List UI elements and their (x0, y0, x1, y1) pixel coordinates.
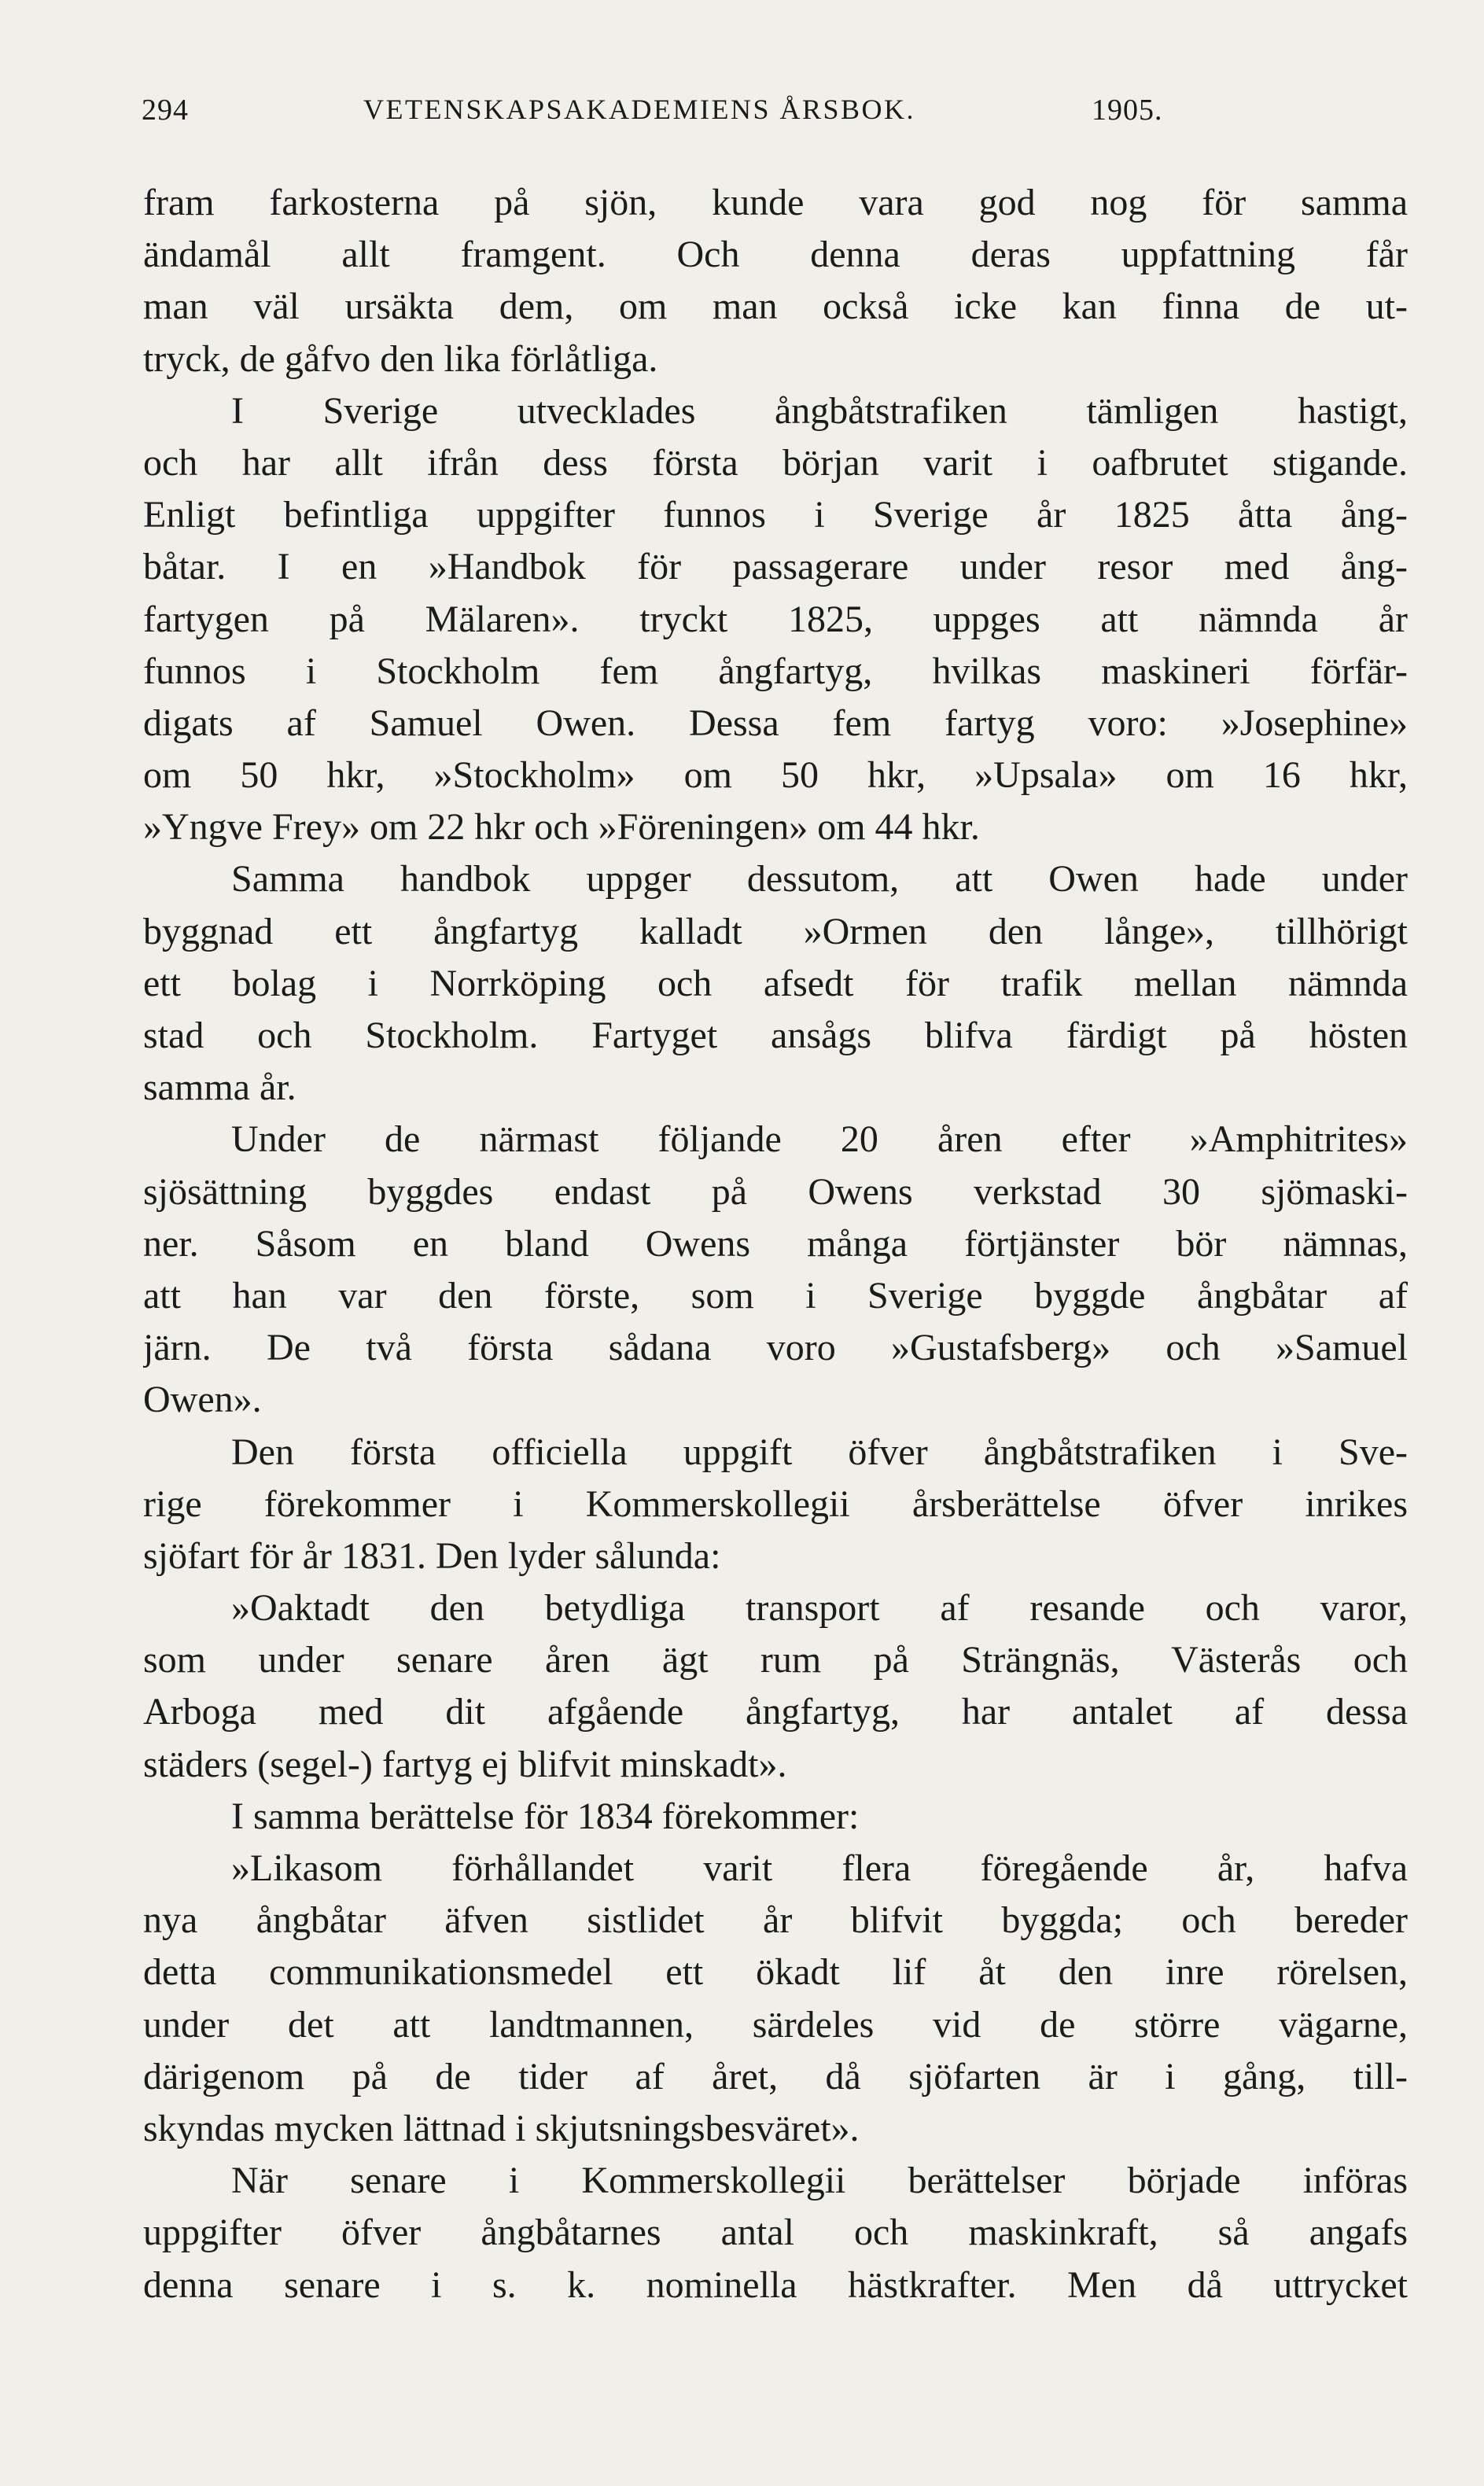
text-line: »Yngve Frey» om 22 hkr och »Föreningen» om 44 hkr. (143, 806, 980, 849)
text-line: nya ångbåtar äfven sistlidet år blifvit byggda; och bereder (143, 1899, 1408, 1942)
text-line: och har allt ifrån dess första början varit i oafbrutet stigande. (143, 441, 1408, 484)
text-line: samma år. (143, 1066, 296, 1109)
text-line: uppgifter öfver ångbåtarnes antal och maskinkraft, så angafs (143, 2212, 1408, 2254)
text-line: stad och Stockholm. Fartyget ansågs blifva färdigt på hösten (143, 1015, 1408, 1056)
text-line: som under senare åren ägt rum på Strängnäs, Västerås och (143, 1639, 1408, 1681)
text-line: Den första officiella uppgift öfver ångbåtstrafiken i Sve- (231, 1431, 1408, 1473)
page-header (142, 93, 1188, 140)
text-line: Under de närmast följande 20 åren efter »Amphitrites» (231, 1118, 1408, 1161)
text-line: När senare i Kommerskollegii berättelser började införas (231, 2160, 1408, 2202)
text-line: skyndas mycken lättnad i skjutsningsbesväret». (143, 2107, 860, 2149)
text-line: båtar. I en »Handbok för passagerare under resor med ång- (143, 546, 1408, 588)
text-line: rige förekommer i Kommerskollegii årsberättelse öfver inrikes (143, 1482, 1408, 1525)
text-line: man väl ursäkta dem, om man också icke kan finna de ut- (143, 285, 1408, 328)
text-line: digats af Samuel Owen. Dessa fem fartyg voro: »Josephine» (143, 702, 1408, 744)
header-year: 1905. (1092, 94, 1163, 127)
text-line: fram farkosterna på sjön, kunde vara god nog för samma (143, 182, 1408, 223)
text-line: Owen». (143, 1379, 262, 1421)
text-line: »Oaktadt den betydliga transport af resande och varor, (231, 1587, 1408, 1630)
text-line: om 50 hkr, »Stockholm» om 50 hkr, »Upsala» om 16 hkr, (143, 754, 1408, 797)
text-line: Arboga med dit afgående ångfartyg, har antalet af dessa (143, 1691, 1408, 1733)
text-line: Samma handbok uppger dessutom, att Owen hade under (231, 858, 1408, 900)
text-line: detta communikationsmedel ett ökadt lif åt den inre rörelsen, (143, 1951, 1408, 1994)
text-line: I Sverige utvecklades ångbåtstrafiken tämligen hastigt, (231, 389, 1408, 432)
text-line: byggnad ett ångfartyg kalladt »Ormen den långe», tillhörigt (143, 910, 1408, 952)
page-number: 294 (142, 94, 189, 127)
text-line: sjöfart för år 1831. Den lyder sålunda: (143, 1534, 721, 1577)
text-line: ett bolag i Norrköping och afsedt för trafik mellan nämnda (143, 962, 1408, 1004)
text-line: funnos i Stockholm fem ångfartyg, hvilkas maskineri förfär- (143, 650, 1408, 692)
text-line: ändamål allt framgent. Och denna deras uppfattning får (143, 234, 1408, 276)
text-line: under det att landtmannen, särdeles vid de större vägarne, (143, 2003, 1408, 2046)
text-line: denna senare i s. k. nominella hästkrafter. Men då uttrycket (143, 2263, 1408, 2306)
text-line: I samma berättelse för 1834 förekommer: (231, 1795, 860, 1837)
text-line: sjösättning byggdes endast på Owens verkstad 30 sjömaski- (143, 1170, 1408, 1213)
text-line: städers (segel-) fartyg ej blifvit minskadt». (143, 1743, 787, 1785)
text-line: tryck, de gåfvo den lika förlåtliga. (143, 337, 658, 380)
text-line: ner. Såsom en bland Owens många förtjänster bör nämnas, (143, 1222, 1408, 1265)
body-text (143, 177, 1408, 2311)
text-line: därigenom på de tider af året, då sjöfarten är i gång, till- (143, 2055, 1408, 2097)
text-line: att han var den förste, som i Sverige byggde ångbåtar af (143, 1274, 1408, 1317)
text-line: fartygen på Mälaren». tryckt 1825, uppges att nämnda år (143, 598, 1408, 640)
text-line: Enligt befintliga uppgifter funnos i Sverige år 1825 åtta ång- (143, 494, 1408, 536)
text-line: »Likasom förhållandet varit flera föregående år, hafva (231, 1847, 1408, 1889)
text-line: järn. De två första sådana voro »Gustafsberg» och »Samuel (143, 1327, 1408, 1369)
running-title: VETENSKAPSAKADEMIENS ÅRSBOK. (363, 94, 916, 125)
